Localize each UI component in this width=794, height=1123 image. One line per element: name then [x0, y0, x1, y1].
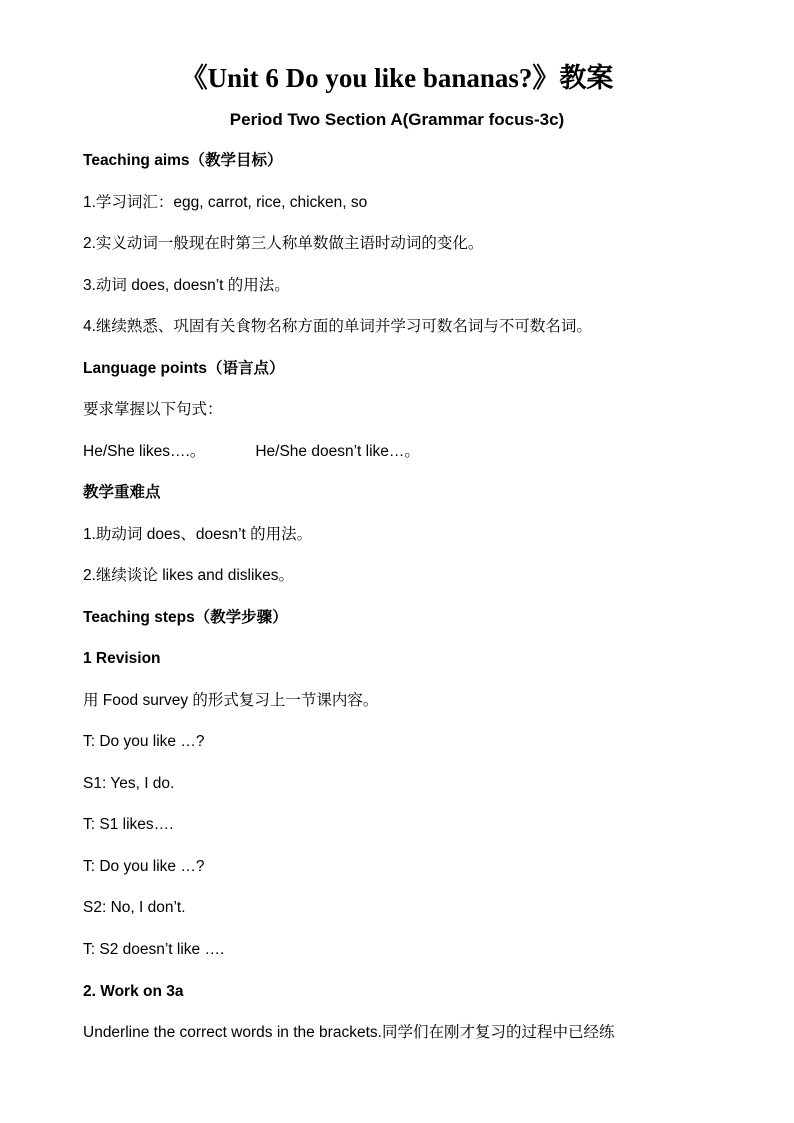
key-point-item: 2.继续谈论 likes and dislikes。	[83, 567, 295, 584]
teaching-aims-heading: Teaching aims（教学目标）	[83, 152, 283, 169]
step1-intro: 用 Food survey 的形式复习上一节课内容。	[83, 692, 379, 709]
sentence-patterns	[83, 440, 420, 464]
dialogue-line: T: S1 likes….	[83, 816, 174, 833]
aim-item: 3.动词 does, doesn’t 的用法。	[83, 277, 290, 294]
aim-item: 4.继续熟悉、巩固有关食物名称方面的单词并学习可数名词与不可数名词。	[83, 318, 592, 335]
language-intro: 要求掌握以下句式：	[83, 401, 223, 418]
dialogue-line: S1: Yes, I do.	[83, 775, 175, 792]
dialogue-line: T: Do you like …?	[83, 733, 205, 750]
step2-heading: 2. Work on 3a	[83, 983, 184, 1000]
key-point-item: 1.助动词 does、doesn’t 的用法。	[83, 526, 313, 543]
aim-item: 1.学习词汇：egg, carrot, rice, chicken, so	[83, 194, 368, 211]
aim-item: 2.实义动词一般现在时第三人称单数做主语时动词的变化。	[83, 235, 484, 252]
pattern-likes: He/She likes….。	[83, 443, 206, 460]
dialogue-line: T: Do you like …?	[83, 858, 205, 875]
document-subtitle: Period Two Section A(Grammar focus-3c)	[229, 110, 565, 129]
pattern-doesnt-like: He/She doesn’t like…。	[255, 443, 420, 460]
language-points-heading: Language points（语言点）	[83, 360, 285, 377]
dialogue-line: S2: No, I don’t.	[83, 899, 186, 916]
document-title: 《Unit 6 Do you like bananas?》教案	[180, 63, 614, 93]
dialogue-line: T: S2 doesn’t like ….	[83, 941, 225, 958]
step2-text: Underline the correct words in the brackets.同学们在刚才复习的过程中已经练	[83, 1024, 615, 1041]
key-points-heading: 教学重难点	[83, 484, 161, 501]
teaching-steps-heading: Teaching steps（教学步骤）	[83, 609, 288, 626]
step1-heading: 1 Revision	[83, 650, 161, 667]
